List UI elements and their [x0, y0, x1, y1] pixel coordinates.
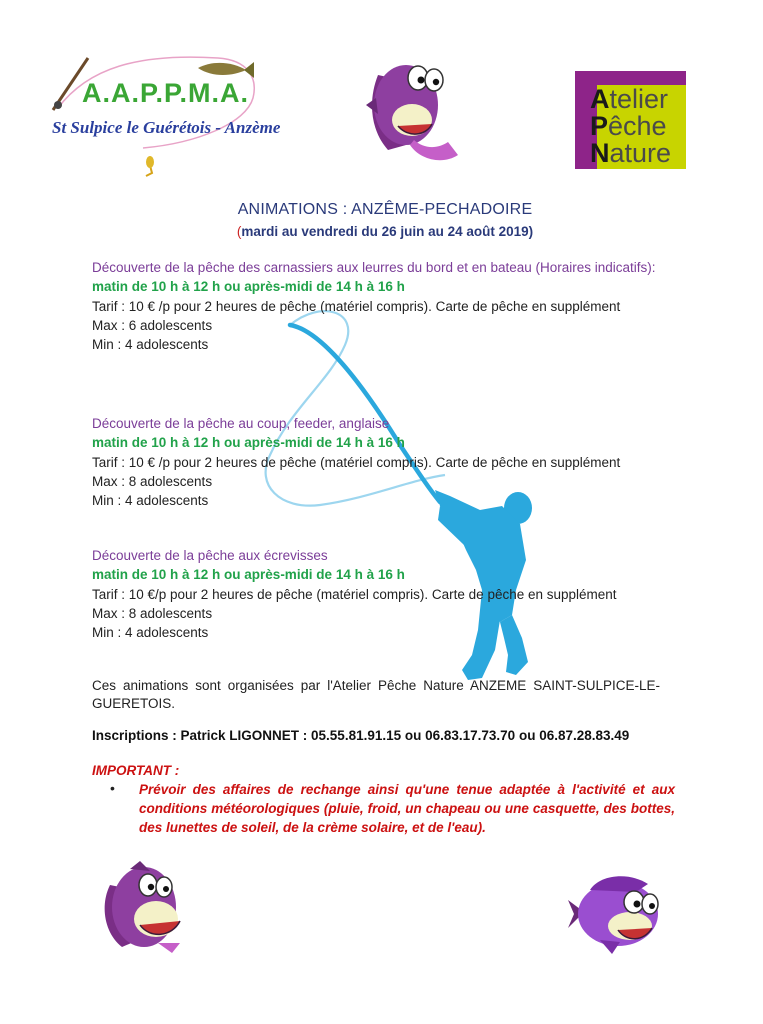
cartoon-purple-fish-icon: [100, 855, 192, 955]
apn-line-nature: Nature: [590, 138, 672, 168]
apn-line-atelier: Atelier: [590, 84, 669, 114]
section-title: Découverte de la pêche aux écrevisses: [92, 548, 328, 563]
section-title: Découverte de la pêche des carnassiers aux leurres du bord et en bateau (Horaires indicatifs):: [92, 260, 656, 275]
section-price: Tarif : 10 € /p pour 2 heures de pêche (matériel compris). Carte de pêche en supplément: [92, 298, 621, 314]
section-schedule: matin de 10 h à 12 h ou après-midi de 14 h à 16 h: [92, 435, 405, 451]
important-label: IMPORTANT :: [92, 763, 180, 778]
cartoon-purple-fish-icon: [560, 870, 668, 960]
apn-line-peche: Pêche: [590, 111, 667, 141]
fishing-rod-icon: [48, 48, 263, 178]
aappma-logo: [48, 48, 281, 178]
atelier-peche-nature-logo: [575, 71, 686, 169]
page-title: ANIMATIONS : ANZÊME-PECHADOIRE: [237, 201, 533, 218]
section-schedule: matin de 10 h à 12 h ou après-midi de 14 h à 16 h: [92, 567, 405, 583]
section-schedule: matin de 10 h à 12 h ou après-midi de 14 h à 16 h: [92, 279, 405, 295]
section-price: Tarif : 10 €/p pour 2 heures de pêche (matériel compris). Carte de pêche en supplément: [92, 586, 617, 602]
section-max: Max : 8 adolescents: [92, 605, 213, 621]
section-min: Min : 4 adolescents: [92, 493, 209, 509]
section-min: Min : 4 adolescents: [92, 625, 209, 641]
aappma-subtitle: St Sulpice le Guérétois - Anzème: [52, 118, 281, 137]
aappma-title: A.A.P.P.M.A.: [82, 78, 250, 108]
bullet-icon: •: [110, 780, 115, 796]
section-max: Max : 6 adolescents: [92, 317, 213, 333]
section-title: Découverte de la pêche au coup, feeder, anglaise: [92, 416, 390, 431]
section-price: Tarif : 10 € /p pour 2 heures de pêche (matériel compris). Carte de pêche en supplément: [92, 454, 621, 470]
section-min: Min : 4 adolescents: [92, 337, 209, 353]
cartoon-purple-fish-icon: [348, 50, 466, 168]
inscriptions-contact: Inscriptions : Patrick LIGONNET : 05.55.81.91.15 ou 06.83.17.73.70 ou 06.87.28.83.49: [92, 728, 630, 743]
activity-section-carnassiers: [92, 258, 662, 354]
date-range: (mardi au vendredi du 26 juin au 24 août 2019): [236, 224, 534, 239]
activity-section-ecrevisses: [92, 546, 662, 642]
important-text: Prévoir des affaires de rechange ainsi qu'une tenue adaptée à l'activité et aux conditions météorologiques (pluie, froid, un chapeau ou une casquette, des bottes, des lunettes de soleil, de la crème solaire, et de l'eau).: [139, 782, 675, 835]
activity-section-coup-feeder: [92, 414, 662, 510]
section-max: Max : 8 adolescents: [92, 473, 213, 489]
apn-topbar: [575, 71, 686, 85]
organizers-paragraph: Ces animations sont organisées par l'Atelier Pêche Nature ANZEME SAINT-SULPICE-LE-GUERETOIS.: [92, 678, 660, 711]
